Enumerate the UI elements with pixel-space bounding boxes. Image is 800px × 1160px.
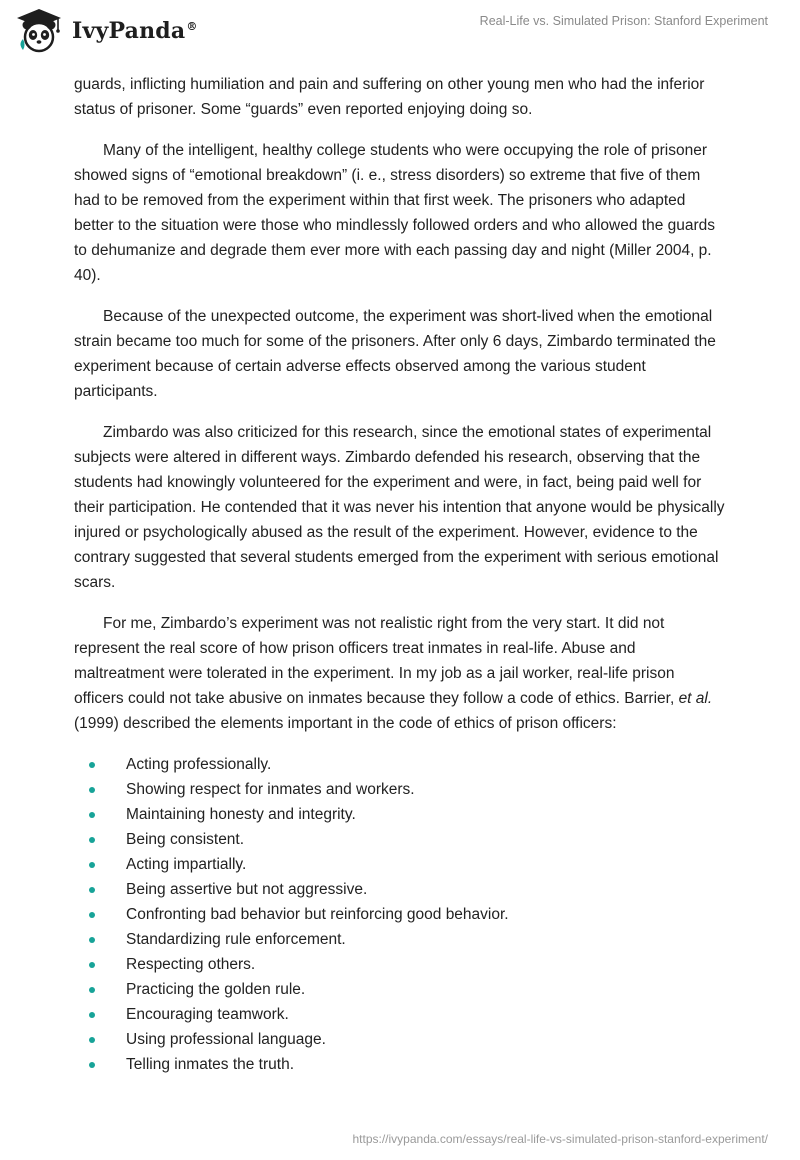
ethics-list: [74, 752, 728, 1077]
citation-et-al: et al.: [678, 690, 713, 707]
list-item: Being consistent.: [74, 827, 728, 852]
list-item: Respecting others.: [74, 952, 728, 977]
list-item: Acting impartially.: [74, 852, 728, 877]
paragraph-1: guards, inflicting humiliation and pain and suffering on other young men who had the inferior status of prisoner. Some “guards” even reported enjoying doing so.: [74, 76, 705, 118]
panda-graduate-icon: [14, 6, 64, 56]
source-url-link[interactable]: https://ivypanda.com/essays/real-life-vs-simulated-prison-stanford-experiment/: [352, 1132, 768, 1146]
list-item: Showing respect for inmates and workers.: [74, 777, 728, 802]
essay-body: [74, 72, 728, 1077]
brand-name: IvyPanda®: [72, 18, 198, 44]
ivypanda-logo[interactable]: [14, 6, 198, 56]
list-item: Encouraging teamwork.: [74, 1002, 728, 1027]
paragraph-5: [74, 611, 728, 736]
list-item: Practicing the golden rule.: [74, 977, 728, 1002]
list-item: Standardizing rule enforcement.: [74, 927, 728, 952]
paragraph-3: Because of the unexpected outcome, the experiment was short-lived when the emotional strain became too much for some of the prisoners. After only 6 days, Zimbardo terminated the experiment because of certain adverse effects observed among the various student participants.: [74, 308, 716, 400]
list-item: Being assertive but not aggressive.: [74, 877, 728, 902]
list-item: Maintaining honesty and integrity.: [74, 802, 728, 827]
page-header: [0, 0, 800, 68]
list-item: Telling inmates the truth.: [74, 1052, 728, 1077]
paragraph-5-text-end: (1999) described the elements important in the code of ethics of prison officers:: [74, 715, 617, 732]
list-item: Confronting bad behavior but reinforcing good behavior.: [74, 902, 728, 927]
registered-mark: ®: [186, 19, 198, 33]
paragraph-2: Many of the intelligent, healthy college students who were occupying the role of prisoner showed signs of “emotional breakdown” (i. e., stress disorders) so extreme that five of them had to be removed from the experiment within that first week. The prisoners who adapted better to the situation were those who mindlessly followed orders and who allowed the guards to dehumanize and degrade them ever more with each passing day and night (Miller 2004, p. 40).: [74, 142, 716, 284]
document-title: Real-Life vs. Simulated Prison: Stanford Experiment: [479, 14, 768, 28]
paragraph-5-text: For me, Zimbardo’s experiment was not realistic right from the very start. It did not represent the real score of how prison officers treat inmates in real-life. Abuse and maltreatment were tolerated in the experiment. In my job as a jail worker, real-life prison officers could not take abusive on inmates because they follow a code of ethics. Barrier,: [74, 615, 679, 707]
list-item: Acting professionally.: [74, 752, 728, 777]
list-item: Using professional language.: [74, 1027, 728, 1052]
paragraph-4: Zimbardo was also criticized for this research, since the emotional states of experimental subjects were altered in different ways. Zimbardo defended his research, observing that the students had knowingly volunteered for the experiment and were, in fact, being paid well for their participation. He contended that it was never his intention that anyone would be physically injured or psychologically abused as the result of the experiment. However, evidence to the contrary suggested that several students emerged from the experiment with serious emotional scars.: [74, 424, 725, 591]
